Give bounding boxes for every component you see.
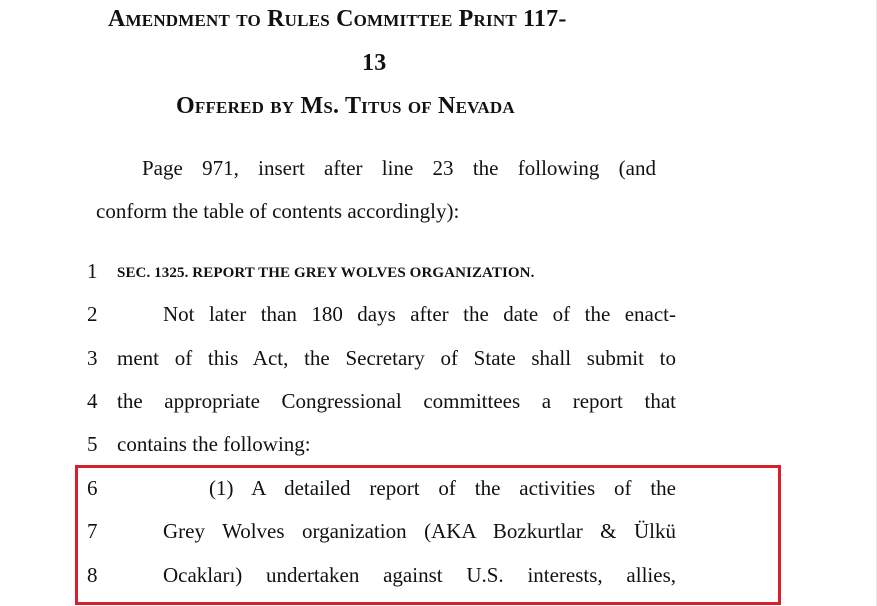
text-line: Ocakları) undertaken against U.S. interests, allies, bbox=[163, 563, 676, 587]
line-number: 7 bbox=[87, 519, 98, 543]
line-number: 4 bbox=[87, 389, 98, 413]
intro-line-1: Page 971, insert after line 23 the following (and bbox=[142, 156, 656, 180]
line-number: 2 bbox=[87, 302, 98, 326]
section-heading: SEC. 1325. REPORT THE GREY WOLVES ORGANIZATION. bbox=[117, 265, 535, 281]
line-number: 1 bbox=[87, 259, 98, 283]
line-number: 6 bbox=[87, 476, 98, 500]
line-number: 5 bbox=[87, 432, 98, 456]
line-number: 3 bbox=[87, 346, 98, 370]
text-line: (1) A detailed report of the activities of the bbox=[209, 476, 676, 500]
intro-line-2: conform the table of contents accordingly): bbox=[96, 199, 460, 223]
highlight-box bbox=[75, 465, 781, 605]
text-line: the appropriate Congressional committees a report that bbox=[117, 389, 676, 413]
amendment-title-line-1: Amendment to Rules Committee Print 117- bbox=[108, 6, 567, 32]
offered-by-line: Offered by Ms. Titus of Nevada bbox=[176, 93, 515, 119]
text-line: ment of this Act, the Secretary of State shall submit to bbox=[117, 346, 676, 370]
text-line: Not later than 180 days after the date of the enact- bbox=[163, 302, 676, 326]
text-line: Grey Wolves organization (AKA Bozkurtlar & Ülkü bbox=[163, 519, 676, 543]
amendment-title-line-2: 13 bbox=[362, 50, 387, 76]
text-line: contains the following: bbox=[117, 432, 311, 456]
line-number: 8 bbox=[87, 563, 98, 587]
